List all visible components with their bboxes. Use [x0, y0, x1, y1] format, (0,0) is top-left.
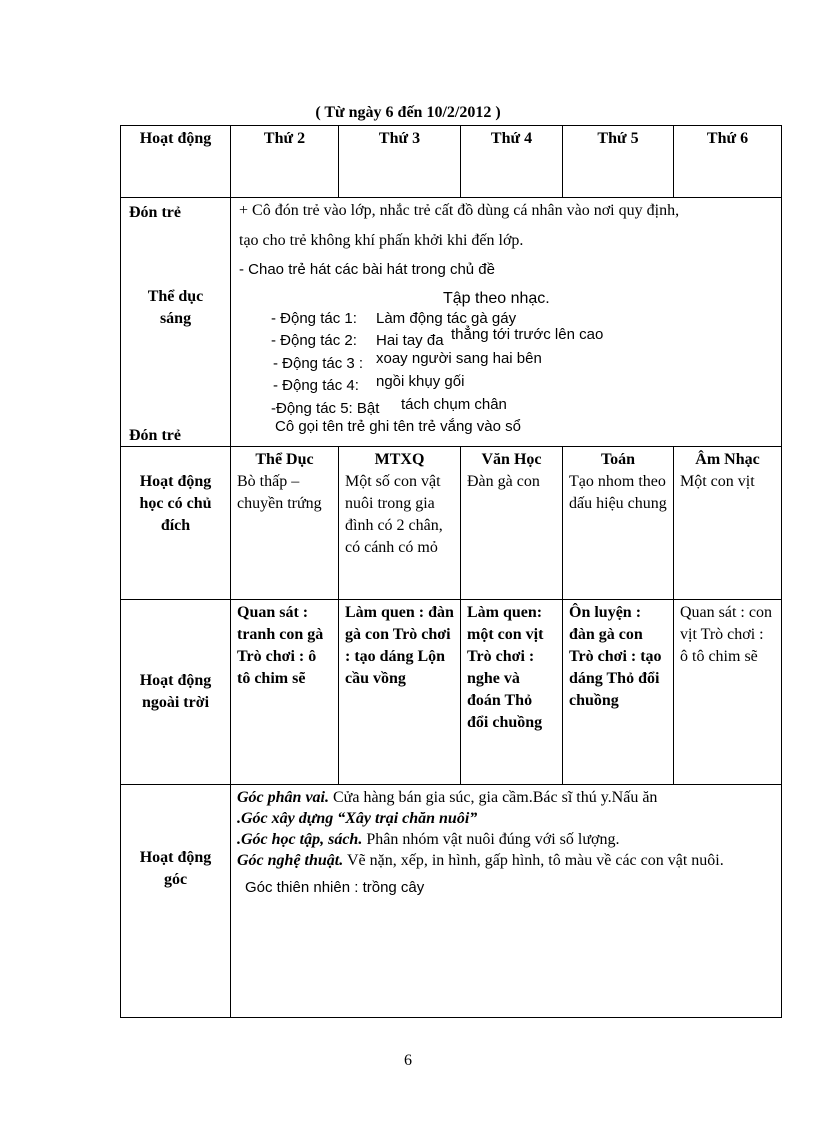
exercise-title: Tập theo nhạc. — [443, 290, 550, 307]
morning-line-2: tạo cho trẻ không khí phấn khởi khi đến lớp. — [239, 232, 524, 249]
outdoor-col-5: Quan sát : con vịt Trò chơi : ô tô chim sẽ — [674, 600, 782, 785]
morning-content — [231, 198, 782, 447]
date-range: ( Từ ngày 6 đến 10/2/2012 ) — [315, 104, 501, 121]
exercise-2-label: - Động tác 2: — [271, 332, 357, 349]
corner-content — [231, 785, 782, 1018]
morning-closing: Cô gọi tên trẻ ghi tên trẻ vắng vào sổ — [275, 418, 521, 435]
header-activity: Hoạt động — [121, 126, 231, 198]
exercise-2-text-b: thẳng tới trước lên cao — [451, 326, 604, 343]
study-label: Hoạt động học có chủ đích — [121, 447, 231, 600]
page-number: 6 — [404, 1052, 412, 1069]
corner-line-5: Góc thiên nhiên : trồng cây — [245, 879, 425, 896]
corner-line-2: .Góc xây dựng “Xây trại chăn nuôi” — [237, 810, 478, 827]
corner-label: Hoạt động góc — [121, 785, 231, 1018]
outdoor-col-4: Ôn luyện : đàn gà con Trò chơi : tạo dáng Thỏ đổi chuồng — [563, 600, 674, 785]
header-day-4: Thứ 4 — [461, 126, 563, 198]
outdoor-row — [121, 600, 782, 785]
morning-line-1: + Cô đón trẻ vào lớp, nhắc trẻ cất đồ dùng cá nhân vào nơi quy định, — [239, 202, 680, 219]
corner-line-3: .Góc học tập, sách. Phân nhóm vật nuôi đúng với số lượng. — [237, 831, 620, 848]
exercise-2-text-a: Hai tay đa — [376, 332, 444, 349]
corner-line-1: Góc phân vai. Cửa hàng bán gia súc, gia cầm.Bác sĩ thú y.Nấu ăn — [237, 789, 658, 806]
study-col-5: Âm Nhạc Một con vịt — [674, 447, 782, 600]
exercise-1-text: Làm động tác gà gáy — [376, 310, 517, 327]
exercise-5-text: tách chụm chân — [401, 396, 507, 413]
outdoor-col-3: Làm quen: một con vịt Trò chơi : nghe và đoán Thỏ đổi chuồng — [461, 600, 563, 785]
header-day-2: Thứ 2 — [231, 126, 339, 198]
header-row — [121, 126, 782, 198]
label-welcome: Đón trẻ — [129, 204, 181, 221]
outdoor-col-2: Làm quen : đàn gà con Trò chơi : tạo dáng Lộn cầu vồng — [339, 600, 461, 785]
header-day-6: Thứ 6 — [674, 126, 782, 198]
label-welcome-2: Đón trẻ — [129, 427, 181, 444]
study-col-3: Văn Học Đàn gà con — [461, 447, 563, 600]
morning-line-3: - Chao trẻ hát các bài hát trong chủ đề — [239, 261, 495, 278]
exercise-1-label: - Động tác 1: — [271, 310, 357, 327]
label-exercise: Thể dục sáng — [147, 288, 204, 327]
corner-line-4: Góc nghệ thuật. Vẽ nặn, xếp, in hình, gấp hình, tô màu về các con vật nuôi. — [237, 852, 724, 869]
weekly-schedule-table — [120, 125, 782, 1018]
outdoor-col-1: Quan sát : tranh con gà Trò chơi : ô tô chim sẽ — [231, 600, 339, 785]
outdoor-label: Hoạt động ngoài trời — [121, 600, 231, 785]
study-row — [121, 447, 782, 600]
morning-row — [121, 198, 782, 447]
exercise-3-label: - Động tác 3 : — [273, 355, 364, 372]
study-col-4: Toán Tạo nhom theo dấu hiệu chung — [563, 447, 674, 600]
study-col-2: MTXQ Một số con vật nuôi trong gia đình có 2 chân, có cánh có mỏ — [339, 447, 461, 600]
header-day-3: Thứ 3 — [339, 126, 461, 198]
exercise-4-text: ngồi khụy gối — [376, 373, 465, 390]
exercise-3-text: xoay người sang hai bên — [376, 350, 542, 367]
study-col-1: Thể Dục Bò thấp – chuyền trứng — [231, 447, 339, 600]
morning-label-cell — [121, 198, 231, 447]
corner-row — [121, 785, 782, 1018]
exercise-4-label: - Động tác 4: — [273, 377, 359, 394]
header-day-5: Thứ 5 — [563, 126, 674, 198]
exercise-5-label: -Động tác 5: Bật — [271, 400, 380, 417]
